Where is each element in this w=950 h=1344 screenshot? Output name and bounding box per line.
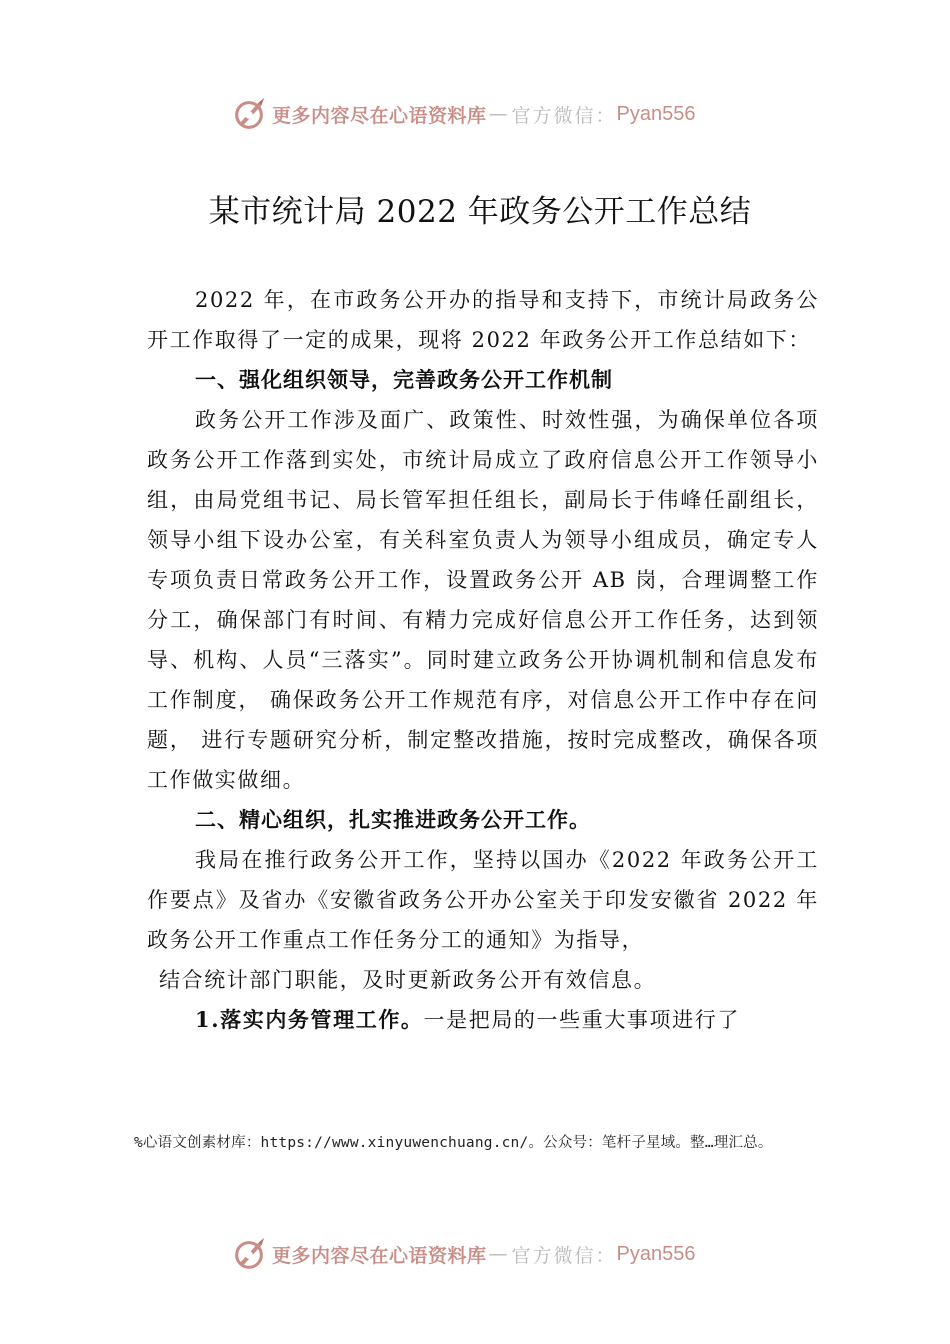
quill-logo-icon [230,95,268,133]
banner-dash: — [488,103,510,125]
section2-paragraph-cont: 结合统计部门职能，及时更新政务公开有效信息。 [159,968,657,992]
document-body [147,280,819,1040]
document-title: 某市统计局 2022 年政务公开工作总结 [208,194,752,230]
quill-logo-icon [230,1235,268,1273]
footnote: %心语文创素材库：https://www.xinyuwenchuang.cn/。公众号：笔杆子星域。整…理汇总。 [134,1135,773,1151]
header-banner [230,94,750,134]
section2-paragraph: 我局在推行政务公开工作，坚持以国办《2022 年政务公开工作要点》及省办《安徽省政务公开办公室关于印发安徽省 2022 年政务公开工作重点工作任务分工的通知》为指导， [147,848,819,952]
item1-paragraph [147,1000,819,1040]
banner-text: 更多内容尽在心语资料库 [272,1244,487,1267]
item1-text: 一是把局的一些重大事项进行了 [423,1008,740,1032]
section1-heading: 一、强化组织领导，完善政务公开工作机制 [195,368,613,392]
intro-paragraph: 2022 年，在市政务公开办的指导和支持下，市统计局政务公开工作取得了一定的成果，现将 2022 年政务公开工作总结如下： [147,288,819,352]
item1-label: 1.落实内务管理工作。 [195,1007,424,1032]
banner-wechat-id: Pyan556 [616,102,696,125]
section1-paragraph: 政务公开工作涉及面广、政策性、时效性强，为确保单位各项政务公开工作落到实处，市统计局成立了政府信息公开工作领导小组，由局党组书记、局长管军担任组长，副局长于伟峰任副组长，领导小组下设办公室，有关科室负责人为领导小组成员，确定专人专项负责日常政务公开工作，设置政务公开 AB 岗，合理调整工作分工，确保部门有时间、有精力完成好信息公开工作任务，达到领导、机构、人员“三落实”。同时建立政务公开协调机制和信息发布工作制度， 确保政务公开工作规范有序，对信息公开工作中存在问题， 进行专题研究分析，制定整改措施，按时完成整改，确保各项工作做实做细。 [147,408,819,792]
banner-wechat-label: 官方微信： [511,104,617,127]
footer-banner [230,1234,750,1274]
banner-text: 更多内容尽在心语资料库 [272,104,487,127]
section2-heading: 二、精心组织，扎实推进政务公开工作。 [195,808,591,832]
banner-wechat-label: 官方微信： [511,1244,617,1267]
banner-wechat-id: Pyan556 [616,1242,696,1265]
banner-dash: — [488,1243,510,1265]
